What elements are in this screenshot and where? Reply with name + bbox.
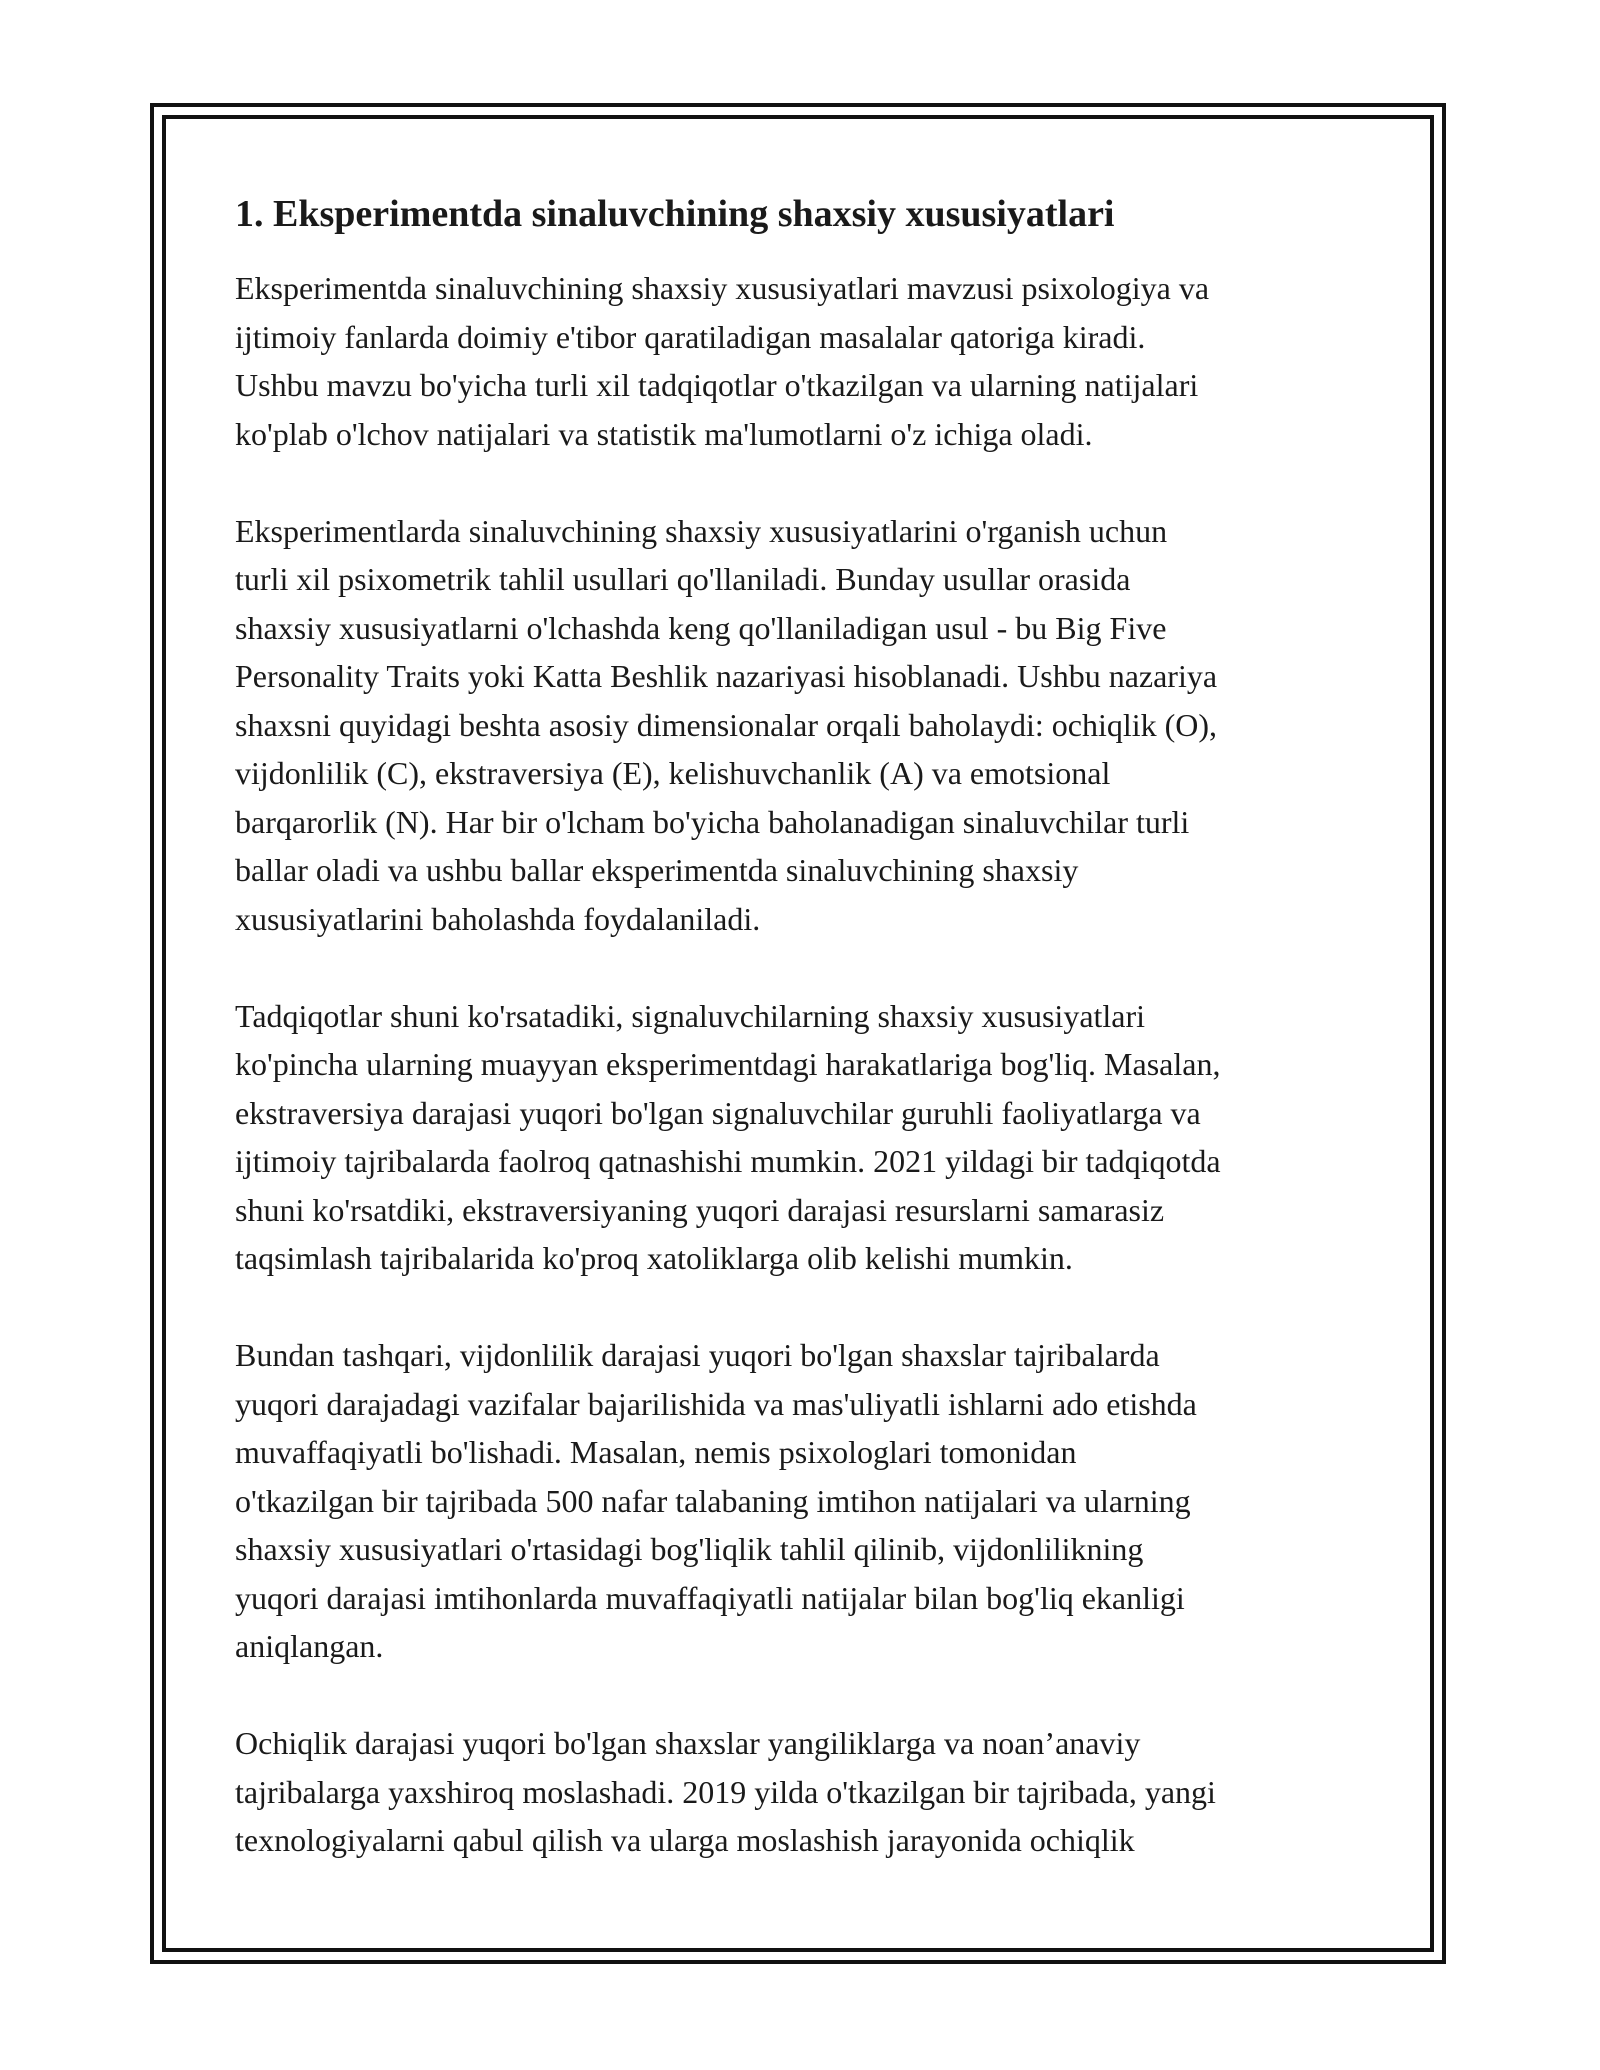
text-line: vijdonlilik (C), ekstraversiya (E), kelishuvchanlik (A) va emotsional [235, 755, 1111, 791]
text-line: yuqori darajasi imtihonlarda muvaffaqiyatli natijalar bilan bog'liq ekanligi [235, 1579, 1185, 1616]
text-line: texnologiyalarni qabul qilish va ularga moslashish jarayonida ochiqlik [235, 1822, 1135, 1858]
text-line: Tadqiqotlar shuni ko'rsatadiki, signaluvchilarning shaxsiy xususiyatlari [235, 997, 1146, 1034]
text-line: aniqlangan. [235, 1628, 384, 1664]
text-line: ijtimoiy tajribalarda faolroq qatnashishi mumkin. 2021 yildagi bir tadqiqotda [235, 1143, 1221, 1179]
text-line: Ushbu mavzu bo'yicha turli xil tadqiqotlar o'tkazilgan va ularning natijalari [235, 367, 1199, 403]
text-line: xususiyatlarini baholashda foydalaniladi. [235, 900, 761, 937]
text-line: Eksperimentda sinaluvchining shaxsiy xususiyatlari mavzusi psixologiya va [235, 270, 1210, 306]
paragraph [235, 264, 1375, 458]
text-line: Bundan tashqari, vijdonlilik darajasi yuqori bo'lgan shaxslar tajribalarda [235, 1337, 1160, 1373]
text-line: ko'pincha ularning muayyan eksperimentdagi harakatlariga bog'liq. Masalan, [235, 1046, 1221, 1082]
text-line: o'tkazilgan bir tajribada 500 nafar talabaning imtihon natijalari va ularning [235, 1482, 1191, 1519]
text-line: shuni ko'rsatdiki, ekstraversiyaning yuqori darajasi resurslarni samarasiz [235, 1191, 1165, 1228]
text-line: taqsimlash tajribalarida ko'proq xatoliklarga olib kelishi mumkin. [235, 1240, 1073, 1276]
paragraph-list [235, 264, 1375, 1865]
text-line: Eksperimentlarda sinaluvchining shaxsiy xususiyatlarini o'rganish uchun [235, 512, 1168, 549]
text-line: shaxsiy xususiyatlari o'rtasidagi bog'liqlik tahlil qilinib, vijdonlilikning [235, 1531, 1144, 1567]
text-line: shaxsiy xususiyatlarni o'lchashda keng qo'llaniladigan usul - bu Big Five [235, 609, 1167, 646]
text-line: ballar oladi va ushbu ballar eksperimentda sinaluvchining shaxsiy [235, 852, 1079, 888]
text-line: barqarorlik (N). Har bir o'lcham bo'yicha baholanadigan sinaluvchilar turli [235, 803, 1190, 840]
text-line: Personality Traits yoki Katta Beshlik nazariyasi hisoblanadi. Ushbu nazariya [235, 658, 1218, 694]
paragraph [235, 1719, 1375, 1865]
text-line: shaxsni quyidagi beshta asosiy dimensionalar orqali baholaydi: ochiqlik (O), [235, 706, 1218, 743]
text-line: muvaffaqiyatli bo'lishadi. Masalan, nemis psixologlari tomonidan [235, 1434, 1077, 1470]
text-line: yuqori darajadagi vazifalar bajarilishida va mas'uliyatli ishlarni ado etishda [235, 1385, 1197, 1422]
text-line: Ochiqlik darajasi yuqori bo'lgan shaxslar yangiliklarga va noan’anaviy [235, 1725, 1141, 1761]
text-line: ijtimoiy fanlarda doimiy e'tibor qaratiladigan masalalar qatoriga kiradi. [235, 318, 1146, 355]
text-line: ko'plab o'lchov natijalari va statistik ma'lumotlarni o'z ichiga oladi. [235, 415, 1093, 452]
text-line: turli xil psixometrik tahlil usullari qo'llaniladi. Bunday usullar orasida [235, 561, 1131, 597]
document-body [235, 190, 1375, 1913]
paragraph [235, 507, 1375, 944]
paragraph [235, 992, 1375, 1283]
text-line: ekstraversiya darajasi yuqori bo'lgan signaluvchilar guruhli faoliyatlarga va [235, 1094, 1201, 1131]
section-heading: 1. Eksperimentda sinaluvchining shaxsiy xususiyatlari [235, 193, 1115, 235]
text-line: tajribalarga yaxshiroq moslashadi. 2019 yilda o'tkazilgan bir tajribada, yangi [235, 1773, 1216, 1810]
paragraph [235, 1331, 1375, 1671]
